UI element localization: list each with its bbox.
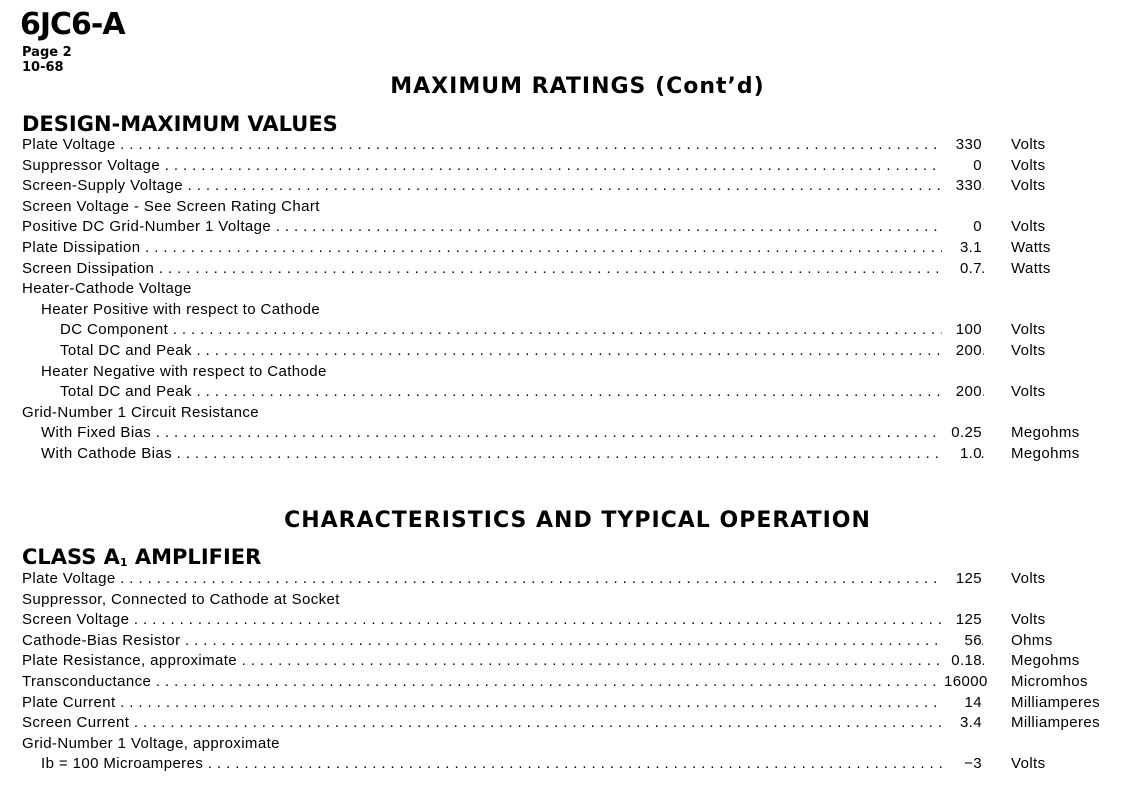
characteristic-label: Plate Current . . . bbox=[22, 693, 984, 714]
rating-value: 200 bbox=[942, 341, 982, 362]
rating-value: 0 bbox=[942, 156, 982, 177]
rating-value: 0.25 bbox=[942, 423, 982, 444]
characteristic-row bbox=[22, 754, 1132, 775]
rating-value: 200 bbox=[942, 382, 982, 403]
characteristic-row bbox=[22, 651, 1132, 672]
tube-type-title: 6JC6-A bbox=[20, 7, 125, 42]
rating-label: Plate Dissipation . . . bbox=[22, 238, 984, 259]
design-max-values-list bbox=[22, 135, 1132, 465]
rating-row bbox=[22, 238, 1132, 259]
rating-label: Total DC and Peak . . . bbox=[60, 382, 984, 403]
rating-label: DC Component . . . bbox=[60, 320, 984, 341]
rating-label: Screen Voltage - See Screen Rating Chart bbox=[22, 197, 320, 215]
characteristic-unit: Ohms bbox=[1011, 631, 1053, 649]
rating-value: 330 bbox=[942, 135, 982, 156]
characteristic-label: Plate Resistance, approximate . . . bbox=[22, 651, 984, 672]
characteristic-label: Plate Voltage . . . bbox=[22, 569, 984, 590]
characteristic-unit: Volts bbox=[1011, 755, 1046, 773]
rating-row bbox=[22, 300, 1132, 321]
rating-row bbox=[22, 341, 1132, 362]
rating-label: With Cathode Bias . . . bbox=[41, 444, 984, 465]
characteristic-unit: Milliamperes bbox=[1011, 693, 1100, 711]
characteristic-label: Cathode-Bias Resistor . . . bbox=[22, 631, 984, 652]
rating-row bbox=[22, 217, 1132, 238]
rating-row bbox=[22, 279, 1132, 300]
rating-row bbox=[22, 320, 1132, 341]
characteristic-unit: Micromhos bbox=[1011, 672, 1088, 690]
rating-unit: Volts bbox=[1011, 177, 1046, 195]
characteristic-value: −3 bbox=[942, 754, 982, 775]
rating-label: Screen-Supply Voltage . . . bbox=[22, 176, 984, 197]
characteristics-heading: CHARACTERISTICS AND TYPICAL OPERATION bbox=[284, 508, 871, 533]
rating-row bbox=[22, 135, 1132, 156]
characteristic-value: 14 bbox=[942, 693, 982, 714]
characteristic-unit: Megohms bbox=[1011, 652, 1080, 670]
rating-value: 3.1 bbox=[942, 238, 982, 259]
rating-value: 330 bbox=[942, 176, 982, 197]
rating-unit: Watts bbox=[1011, 259, 1051, 277]
rating-unit: Volts bbox=[1011, 156, 1046, 174]
rating-row bbox=[22, 423, 1132, 444]
rating-label: Screen Dissipation . . . bbox=[22, 259, 984, 280]
rating-label: Heater Negative with respect to Cathode bbox=[41, 362, 327, 380]
rating-unit: Watts bbox=[1011, 238, 1051, 256]
class-subscript: 1 bbox=[119, 556, 128, 569]
characteristic-value: 125 bbox=[942, 610, 982, 631]
rating-row bbox=[22, 156, 1132, 177]
characteristic-label: Screen Current . . . bbox=[22, 713, 984, 734]
characteristic-value: 56 bbox=[942, 631, 982, 652]
class-a1-amplifier-list bbox=[22, 569, 1132, 775]
rating-value: 0 bbox=[942, 217, 982, 238]
characteristic-label: Transconductance . . . bbox=[22, 672, 984, 693]
characteristic-value: 3.4 bbox=[942, 713, 982, 734]
rating-row bbox=[22, 382, 1132, 403]
page-number: Page 2 bbox=[22, 45, 72, 60]
characteristic-unit: Volts bbox=[1011, 611, 1046, 629]
rating-row bbox=[22, 176, 1132, 197]
rating-row bbox=[22, 259, 1132, 280]
characteristic-row bbox=[22, 734, 1132, 755]
characteristic-label: Suppressor, Connected to Cathode at Socket bbox=[22, 590, 340, 608]
rating-row bbox=[22, 444, 1132, 465]
characteristic-value: 0.18 bbox=[942, 651, 982, 672]
rating-unit: Megohms bbox=[1011, 424, 1080, 442]
rating-unit: Volts bbox=[1011, 383, 1046, 401]
rating-label: Plate Voltage . . . bbox=[22, 135, 984, 156]
characteristic-label: Ib = 100 Microamperes . . . bbox=[41, 754, 984, 775]
characteristic-row bbox=[22, 569, 1132, 590]
characteristic-row bbox=[22, 672, 1132, 693]
date-code: 10-68 bbox=[22, 60, 64, 75]
rating-value: 100 bbox=[942, 320, 982, 341]
rating-row bbox=[22, 403, 1132, 424]
rating-value: 0.7 bbox=[942, 259, 982, 280]
rating-label: Heater Positive with respect to Cathode bbox=[41, 300, 321, 318]
rating-label: Positive DC Grid-Number 1 Voltage . . . bbox=[22, 217, 984, 238]
rating-row bbox=[22, 197, 1132, 218]
design-max-values-heading: DESIGN-MAXIMUM VALUES bbox=[22, 112, 338, 136]
rating-unit: Volts bbox=[1011, 341, 1046, 359]
rating-label: Total DC and Peak . . . bbox=[60, 341, 984, 362]
characteristic-value: 125 bbox=[942, 569, 982, 590]
characteristic-value: 16000 bbox=[942, 672, 982, 693]
rating-label: With Fixed Bias . . . bbox=[41, 423, 984, 444]
rating-unit: Volts bbox=[1011, 321, 1046, 339]
rating-value: 1.0 bbox=[942, 444, 982, 465]
rating-label: Grid-Number 1 Circuit Resistance bbox=[22, 403, 260, 421]
rating-label: Suppressor Voltage . . . bbox=[22, 156, 984, 177]
characteristic-row bbox=[22, 693, 1132, 714]
characteristic-unit: Milliamperes bbox=[1011, 714, 1100, 732]
rating-row bbox=[22, 362, 1132, 383]
rating-unit: Megohms bbox=[1011, 444, 1080, 462]
characteristic-row bbox=[22, 590, 1132, 611]
characteristic-row bbox=[22, 610, 1132, 631]
characteristic-unit: Volts bbox=[1011, 570, 1046, 587]
characteristic-row bbox=[22, 713, 1132, 734]
amplifier-label: AMPLIFIER bbox=[134, 545, 262, 569]
rating-unit: Volts bbox=[1011, 218, 1046, 236]
characteristic-row bbox=[22, 631, 1132, 652]
characteristic-label: Screen Voltage . . . bbox=[22, 610, 984, 631]
class-label: CLASS A bbox=[22, 545, 120, 569]
rating-unit: Volts bbox=[1011, 136, 1046, 153]
characteristic-label: Grid-Number 1 Voltage, approximate bbox=[22, 734, 280, 752]
rating-label: Heater-Cathode Voltage bbox=[22, 280, 192, 298]
max-ratings-heading: MAXIMUM RATINGS (Cont’d) bbox=[390, 74, 765, 99]
